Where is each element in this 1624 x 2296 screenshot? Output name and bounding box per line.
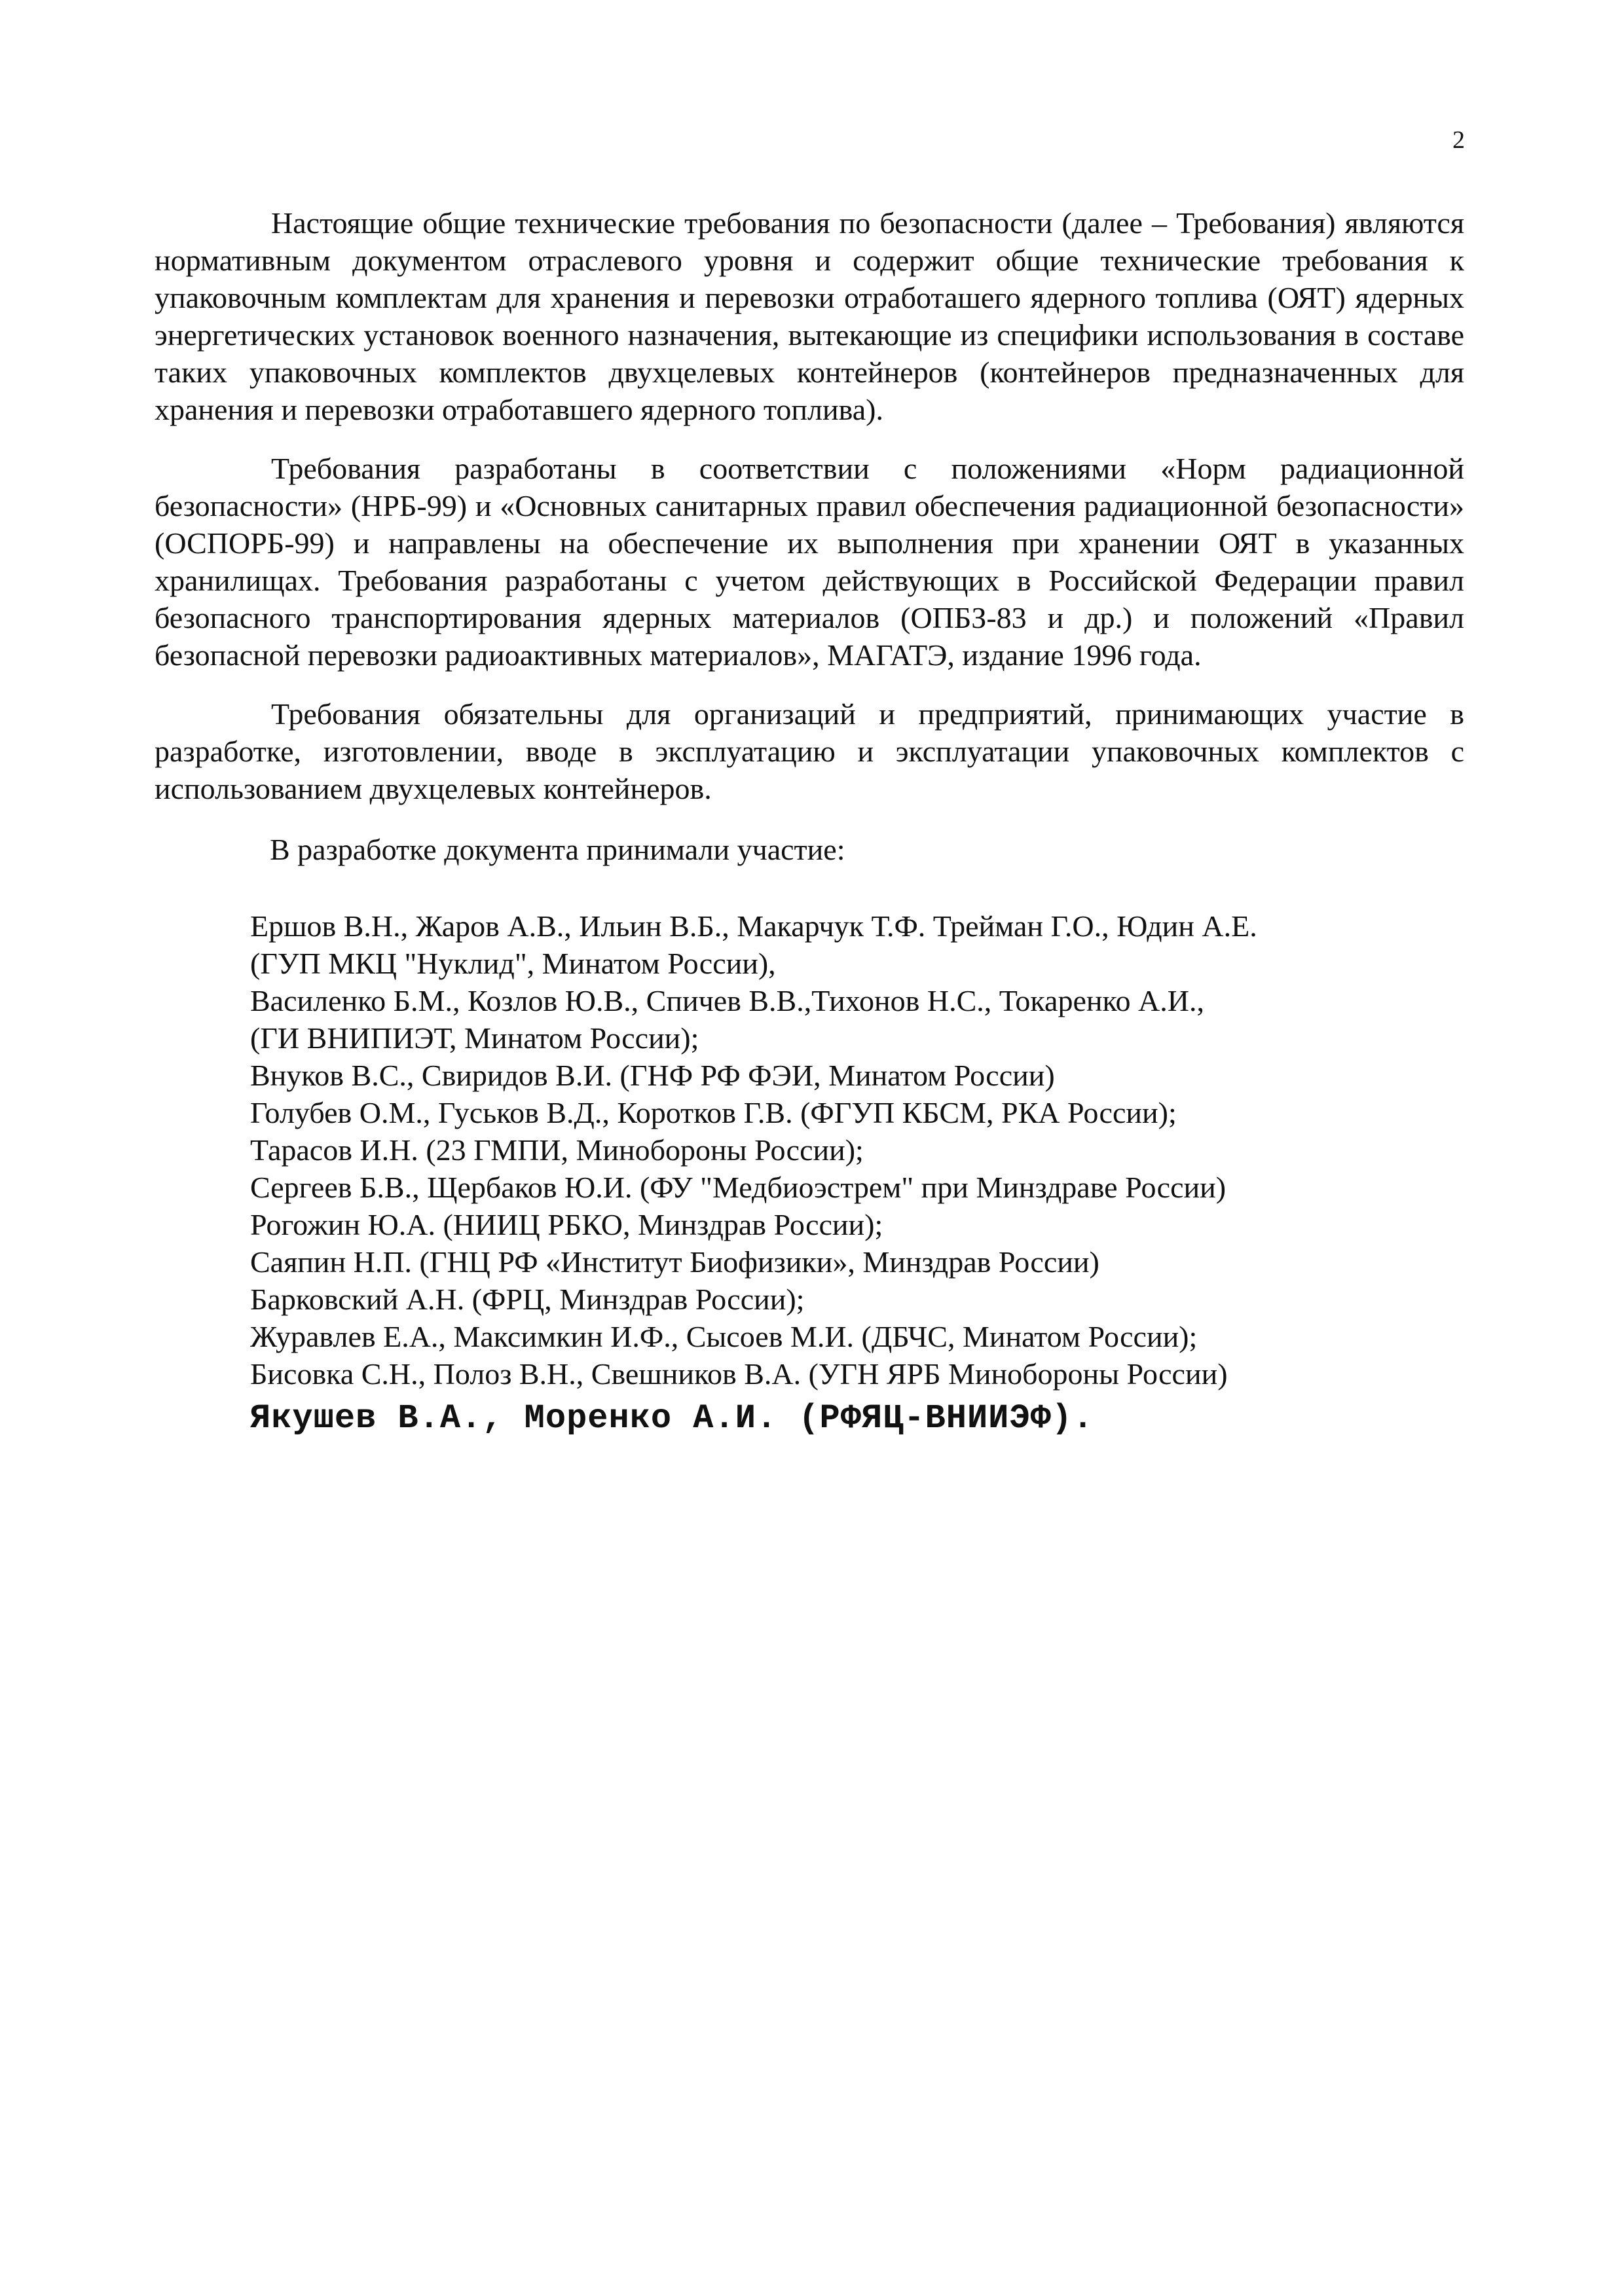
participant-line: Внуков В.С., Свиридов В.И. (ГНФ РФ ФЭИ, Минатом России) [250,1059,1055,1092]
document-body [155,204,1464,1440]
participant-line: Бисовка С.Н., Полоз В.Н., Свешников В.А. (УГН ЯРБ Минобороны России) [250,1357,1228,1391]
typed-participant-addition: Якушев В.А., Моренко А.И. (РФЯЦ-ВНИИЭФ). [250,1399,1094,1438]
participant-line: Барковский А.Н. (ФРЦ, Минздрав России); [250,1283,805,1316]
paragraph-obligations: Требования обязательны для организаций и предприятий, принимающих участие в разработке, изготовлении, вводе в эксплуатацию и эксплуатации упаковочных комплектов с использованием двухцелевых контейнеров. [155,697,1464,805]
participants-list [250,907,1464,1393]
paragraph-intro: Настоящие общие технические требования по безопасности (далее – Требования) являются нормативным документом отраслевого уровня и содержит общие технические требования к упаковочным комплектам для хранения и перевозки отработашего ядерного топлива (ОЯТ) ядерных энергетических установок военного назначения, вытекающие из специфики использования в составе таких упаковочных комплектов двухцелевых контейнеров (контейнеров предназначенных для хранения и перевозки отработавшего ядерного топлива). [155,206,1464,426]
participant-line: Ершов В.Н., Жаров А.В., Ильин В.Б., Макарчук Т.Ф. Трейман Г.О., Юдин А.Е. [250,909,1257,943]
participant-line: (ГИ ВНИПИЭТ, Минатом России); [250,1021,699,1055]
participant-line: Саяпин Н.П. (ГНЦ РФ «Институт Биофизики», Минздрав России) [250,1245,1099,1279]
page-number: 2 [1452,126,1465,154]
participant-line: Сергеев Б.В., Щербаков Ю.И. (ФУ "Медбиоэстрем" при Минздраве России) [250,1171,1227,1204]
participant-line: Рогожин Ю.А. (НИИЦ РБКО, Минздрав России); [250,1208,883,1241]
participant-line: Тарасов И.Н. (23 ГМПИ, Минобороны России); [250,1133,864,1167]
participant-line: Голубев О.М., Гуськов В.Д., Коротков Г.В. (ФГУП КБСМ, РКА России); [250,1096,1177,1129]
paragraph-regulations: Требования разработаны в соответствии с положениями «Норм радиационной безопасности» (НРБ-99) и «Основных санитарных правил обеспечения радиационной безопасности» (ОСПОРБ-99) и направлены на обеспечение их выполнения при хранении ОЯТ в указанных хранилищах. Требования разработаны с учетом действующих в Российской Федерации правил безопасного транспортирования ядерных материалов (ОПБЗ-83 и др.) и положений «Правил безопасной перевозки радиоактивных материалов», МАГАТЭ, издание 1996 года. [155,452,1464,672]
participants-heading: В разработке документа принимали участие: [270,833,845,866]
participant-line: Журавлев Е.А., Максимкин И.Ф., Сысоев М.И. (ДБЧС, Минатом России); [250,1320,1198,1353]
participant-line: (ГУП МКЦ "Нуклид", Минатом России), [250,947,776,980]
participant-line: Василенко Б.М., Козлов Ю.В., Спичев В.В.,Тихонов Н.С., Токаренко А.И., [250,984,1204,1017]
